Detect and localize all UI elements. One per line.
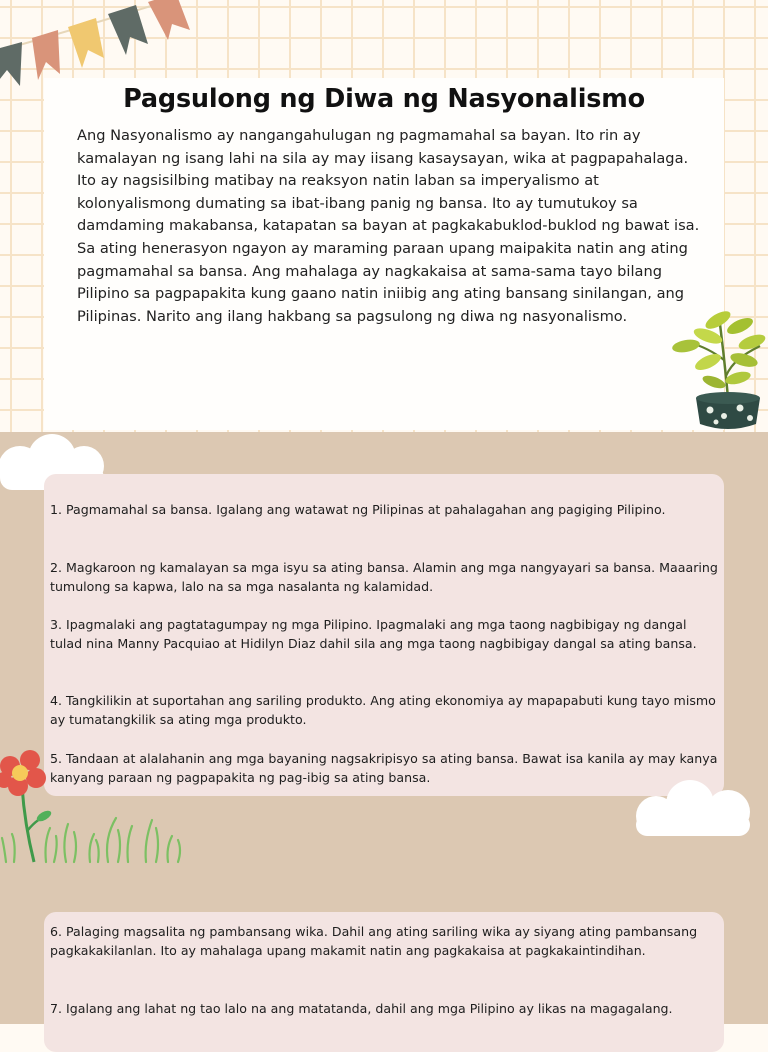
page-title: Pagsulong ng Diwa ng Nasyonalismo [123,84,645,114]
step-item: 4. Tangkilikin at suportahan ang sariling produkto. Ang ating ekonomiya ay mapapabuti kung tayo mismo ay tumatangkilik sa ating mga produkto. [50,693,716,727]
bunting-flag-5 [148,0,190,40]
flower-and-grass-decoration [0,746,190,864]
intro-paragraph: Ang Nasyonalismo ay nangangahulugan ng pagmamahal sa bayan. Ito rin ay kamalayan ng isang lahi na sila ay may iisang kasaysayan, wika at pagpapahalaga. Ito ay nagsisilbing matibay na reaksyon natin laban sa imperyalismo at kolonyalismong dumating sa ibat-ibang panig ng bansa. Ito ay tumutukoy sa damdaming makabansa, katapatan sa bayan at pagkakabuklod-buklod ng bawat isa. Sa ating henerasyon ngayon ay maraming paraan upang maipakita natin ang ating pagmamahal sa bansa. Ang mahalaga ay nagkakaisa at sama-sama tayo bilang Pilipino sa pagpapakita kung gaano natin iniibig ang ating bansang sinilangan, ang Pilipinas. Narito ang ilang hakbang sa pagsulong ng diwa ng nasyonalismo. [77,127,700,325]
potted-plant-icon [668,306,768,434]
step-item: 5. Tandaan at alalahanin ang mga bayaning nagsakripisyo sa ating bansa. Bawat isa kanila ay may kanya kanyang paraan ng pagpapakita ng pag-ibig sa ating bansa. [50,751,718,785]
bunting-flag-2 [32,30,60,80]
step-item: 3. Ipagmalaki ang pagtatagumpay ng mga Pilipino. Ipagmalaki ang mga taong nagbibigay ng dangal tulad nina Manny Pacquiao at Hidilyn Diaz dahil sila ang mga taong nagbibigay dangal sa ating bansa. [50,617,697,651]
bunting-flag-1 [0,42,22,86]
cloud-icon [632,778,756,840]
bunting-decoration [0,0,200,90]
flower-icon [0,750,46,796]
step-item: 2. Magkaroon ng kamalayan sa mga isyu sa ating bansa. Alamin ang mga nangyayari sa bansa. Maaaring tumulong sa kapwa, lalo na sa mga nasalanta ng kalamidad. [50,560,718,594]
step-item: 6. Palaging magsalita ng pambansang wika. Dahil ang ating sariling wika ay siyang ating pambansang pagkakakilanlan. Ito ay mahalaga upang makamit natin ang pagkakaisa at pagkakaintindihan. [50,924,698,958]
step-item: 1. Pagmamahal sa bansa. Igalang ang watawat ng Pilipinas at pahalagahan ang pagiging Pilipino. [50,502,666,517]
step-item: 7. Igalang ang lahat ng tao lalo na ang matatanda, dahil ang mga Pilipino ay likas na magagalang. [50,1001,673,1016]
bunting-flag-3 [68,18,104,68]
bunting-flag-4 [108,5,148,55]
